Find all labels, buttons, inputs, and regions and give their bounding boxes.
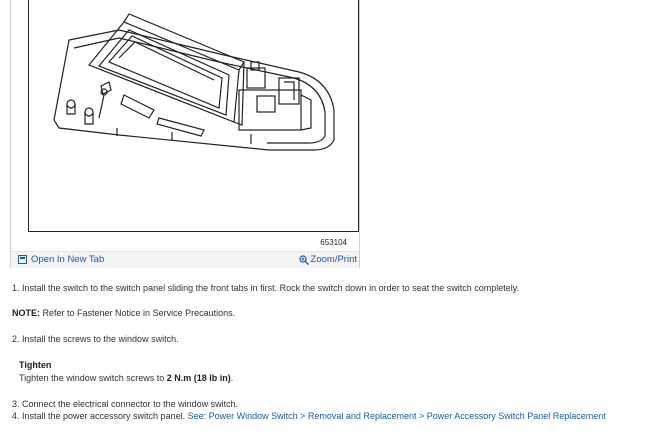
step-2: 2. Install the screws to the window switch. [12,334,179,344]
step-1: 1. Install the switch to the switch panel sliding the front tabs in first. Rock the switch down in order to seat the switch completely. [12,283,520,293]
note [12,308,235,318]
tighten-text: Tighten the window switch screws to [19,373,167,383]
switch-panel-illustration [28,0,359,232]
step-3: 3. Connect the electrical connector to the window switch. [12,399,239,409]
switch-panel-drawing [29,0,359,232]
zoom-print-label: Zoom/Print [310,254,357,265]
figure-container [10,0,360,268]
tighten-spec [19,373,233,383]
open-tab-icon [18,255,27,264]
figure-number: 653104 [320,238,347,247]
power-accessory-panel-link[interactable]: See: Power Window Switch > Removal and Replacement > Power Accessory Switch Panel Replacement [187,411,606,421]
step-4 [12,411,606,421]
zoom-icon [299,255,309,265]
note-text: Refer to Fastener Notice in Service Precautions. [42,308,236,318]
tighten-text-end: . [230,373,234,383]
torque-value: 2 N.m (18 lb in) [166,373,231,383]
step-4-text: 4. Install the power accessory switch panel. [12,411,186,421]
tighten-heading: Tighten [19,360,52,370]
note-label: NOTE: [12,308,40,318]
open-in-new-tab-label: Open In New Tab [31,254,105,265]
open-in-new-tab-link[interactable] [18,254,104,265]
figure-toolbar [11,251,359,268]
zoom-print-link[interactable] [299,254,357,265]
